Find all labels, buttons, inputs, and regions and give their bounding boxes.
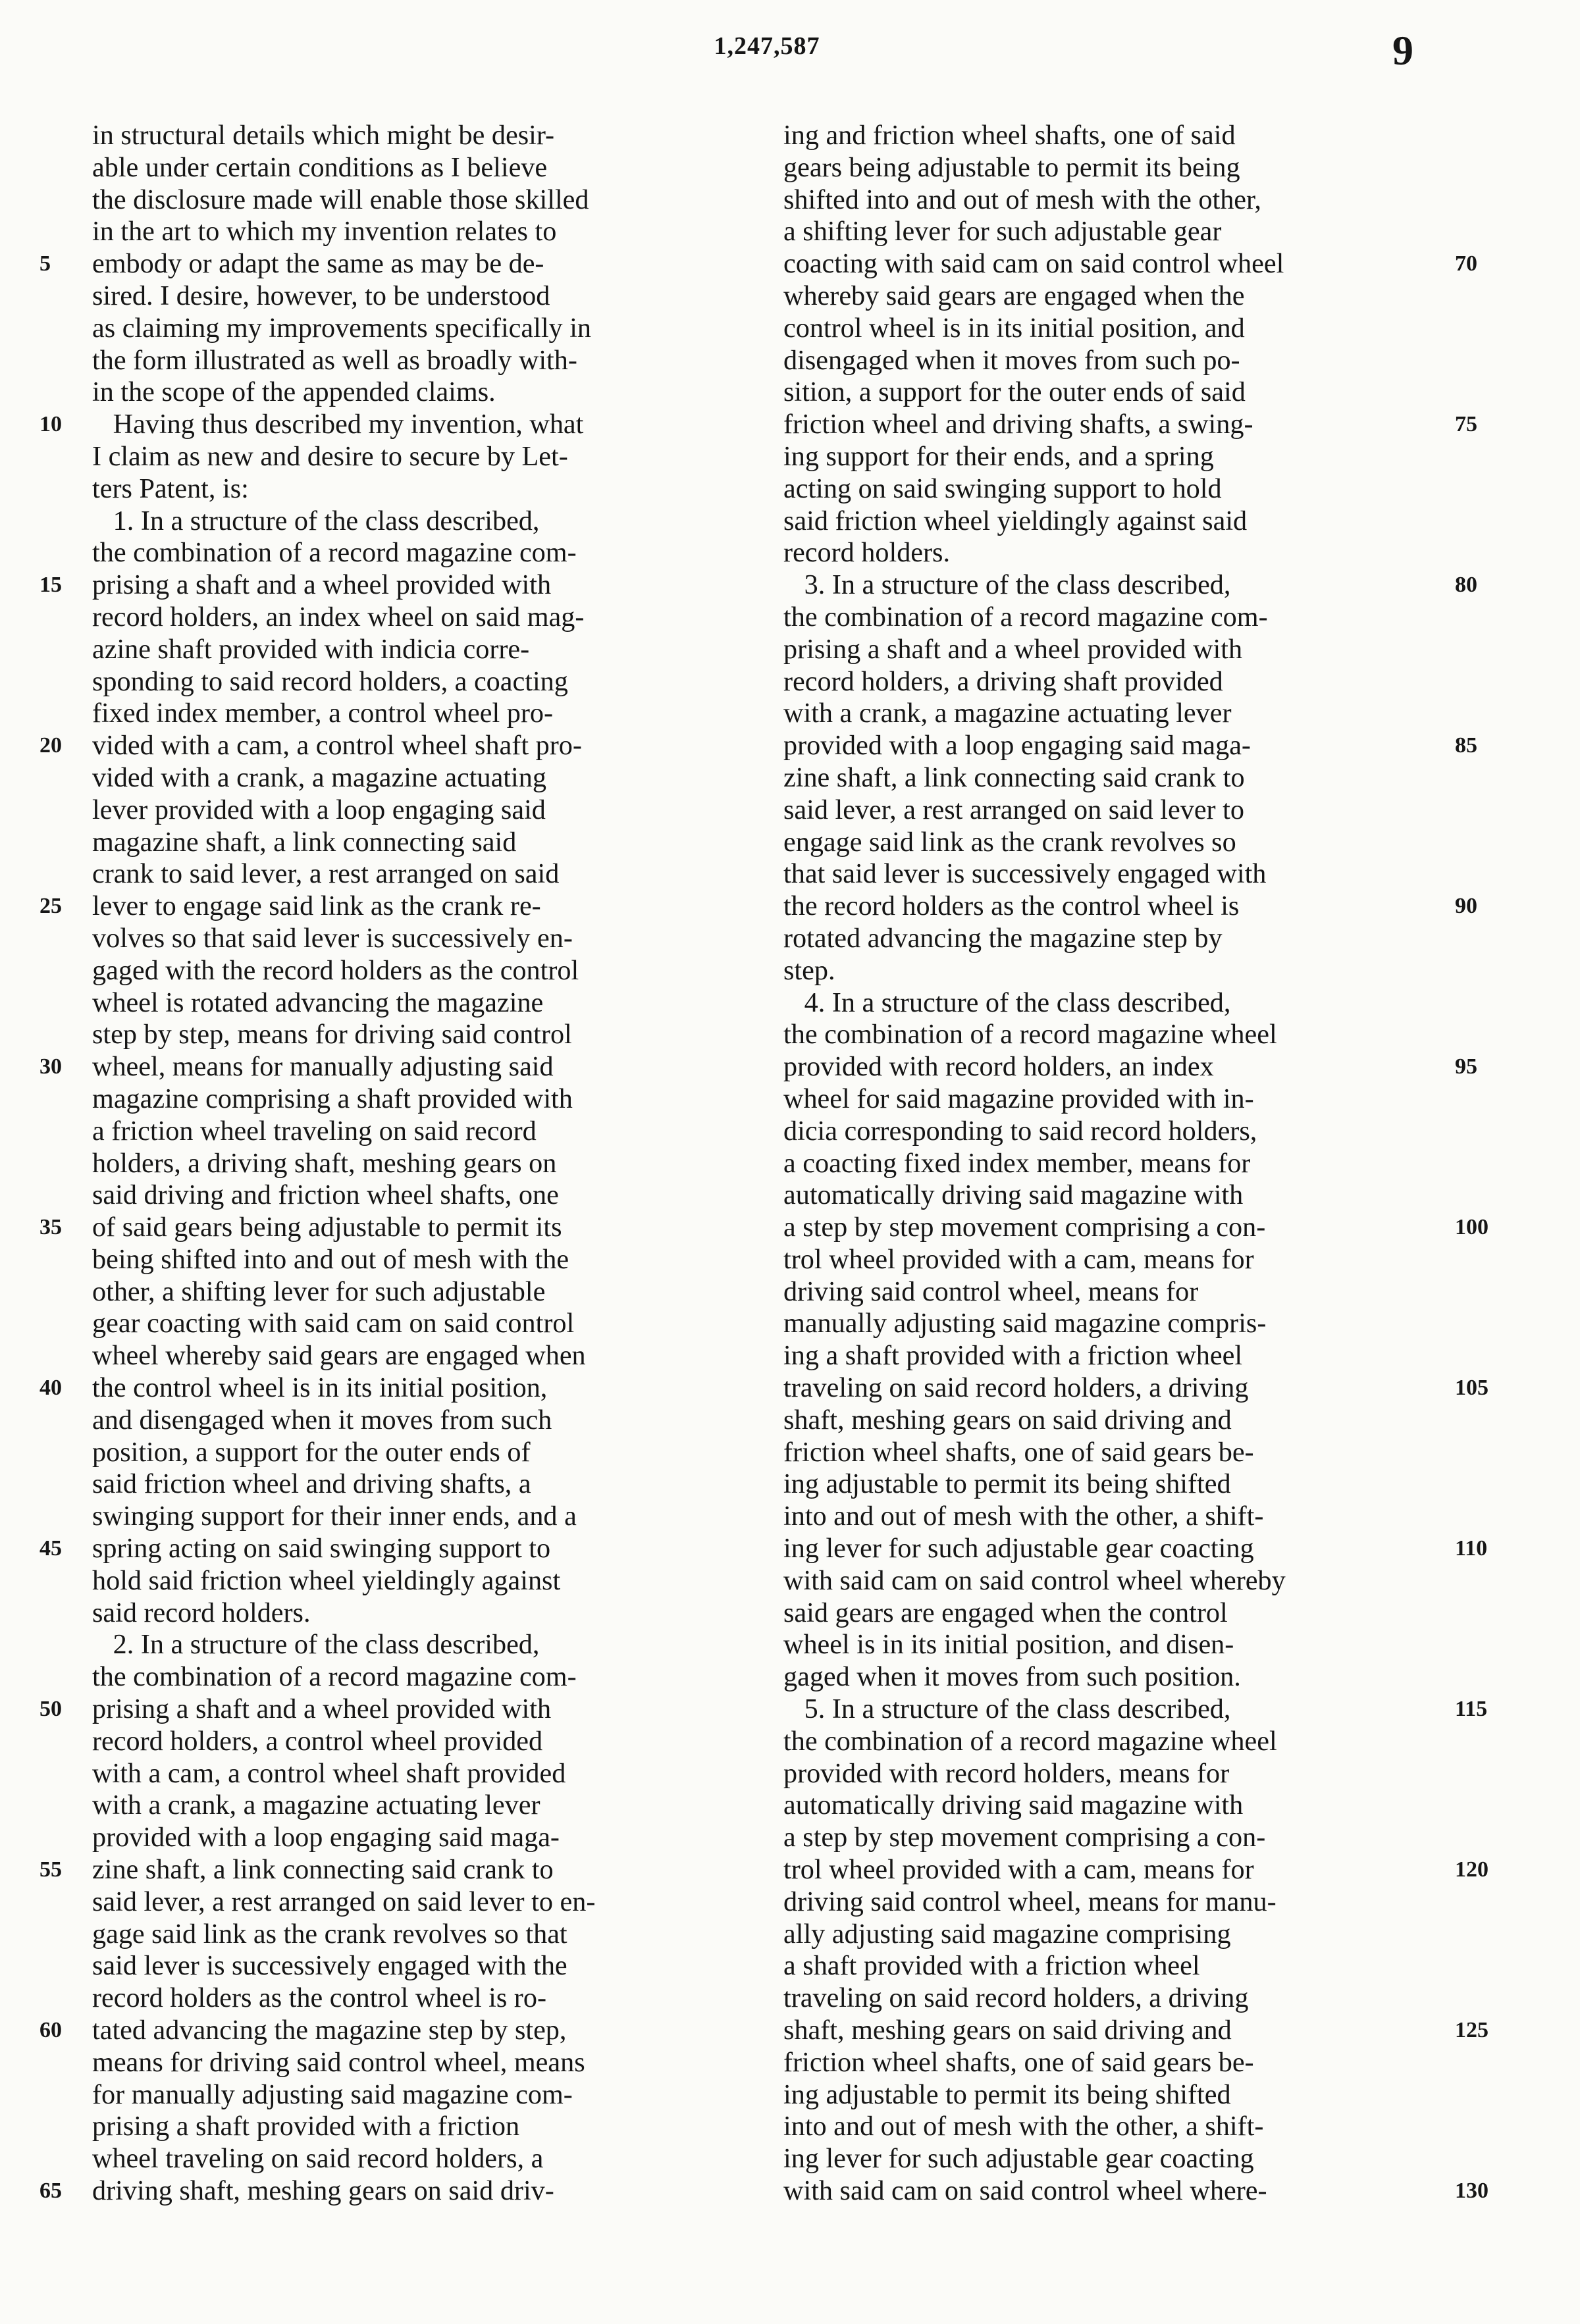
margin-line-number: 95 bbox=[1455, 1054, 1477, 1079]
text-line: whereby said gears are engaged when the bbox=[783, 280, 1245, 311]
text-line: crank to said lever, a rest arranged on said bbox=[92, 858, 560, 890]
text-line: vided with a cam, a control wheel shaft pro- bbox=[92, 730, 582, 762]
text-line: record holders. bbox=[783, 537, 951, 569]
text-line: record holders, a driving shaft provided bbox=[783, 665, 1223, 697]
margin-line-number: 10 bbox=[40, 412, 62, 437]
text-line: prising a shaft provided with a friction bbox=[92, 2111, 520, 2142]
text-line: sponding to said record holders, a coacting bbox=[92, 665, 568, 697]
margin-line-number: 40 bbox=[40, 1376, 62, 1401]
text-line: 5. In a structure of the class described, bbox=[783, 1693, 1231, 1725]
margin-line-number: 125 bbox=[1455, 2018, 1488, 2043]
text-line: means for driving said control wheel, means bbox=[92, 2046, 585, 2078]
text-line: Having thus described my invention, what bbox=[92, 409, 584, 440]
margin-line-number: 65 bbox=[40, 2179, 62, 2204]
text-line: ing lever for such adjustable gear coacting bbox=[783, 2143, 1254, 2175]
text-line: embody or adapt the same as may be de- bbox=[92, 248, 544, 280]
text-line: provided with a loop engaging said maga- bbox=[783, 730, 1251, 762]
text-line: lever provided with a loop engaging said bbox=[92, 794, 546, 825]
margin-line-number: 90 bbox=[1455, 894, 1477, 919]
text-line: said driving and friction wheel shafts, one bbox=[92, 1179, 559, 1211]
page-number: 9 bbox=[1392, 27, 1413, 74]
text-line: control wheel is in its initial position, and bbox=[783, 312, 1245, 344]
text-line: being shifted into and out of mesh with the bbox=[92, 1243, 569, 1275]
text-line: that said lever is successively engaged with bbox=[783, 858, 1267, 890]
text-line: said lever, a rest arranged on said lever to bbox=[783, 794, 1244, 825]
text-line: tated advancing the magazine step by step, bbox=[92, 2015, 567, 2046]
text-line: spring acting on said swinging support to bbox=[92, 1533, 551, 1564]
margin-line-number: 55 bbox=[40, 1857, 62, 1882]
text-line: a shifting lever for such adjustable gear bbox=[783, 216, 1222, 247]
text-line: driving shaft, meshing gears on said driv- bbox=[92, 2175, 554, 2206]
text-line: position, a support for the outer ends of bbox=[92, 1436, 531, 1468]
text-line: other, a shifting lever for such adjustable bbox=[92, 1276, 546, 1307]
text-line: ing adjustable to permit its being shifted bbox=[783, 2079, 1231, 2110]
text-line: gear coacting with said cam on said control bbox=[92, 1308, 575, 1339]
text-line: ing and friction wheel shafts, one of said bbox=[783, 120, 1236, 151]
margin-line-number: 30 bbox=[40, 1054, 62, 1079]
text-line: shaft, meshing gears on said driving and bbox=[783, 1404, 1232, 1435]
text-line: and disengaged when it moves from such bbox=[92, 1404, 552, 1435]
text-line: trol wheel provided with a cam, means for bbox=[783, 1243, 1254, 1275]
text-line: automatically driving said magazine with bbox=[783, 1790, 1244, 1821]
text-line: for manually adjusting said magazine com- bbox=[92, 2079, 573, 2110]
text-line: azine shaft provided with indicia corre- bbox=[92, 633, 530, 665]
margin-line-number: 15 bbox=[40, 573, 62, 598]
text-line: said lever, a rest arranged on said lever to en- bbox=[92, 1886, 596, 1917]
text-line: ters Patent, is: bbox=[92, 473, 249, 504]
text-line: ally adjusting said magazine comprising bbox=[783, 1918, 1231, 1950]
text-line: volves so that said lever is successively en- bbox=[92, 922, 573, 954]
text-line: in the art to which my invention relates to bbox=[92, 216, 557, 247]
text-line: ing adjustable to permit its being shifted bbox=[783, 1468, 1231, 1500]
text-line: swinging support for their inner ends, and a bbox=[92, 1501, 577, 1532]
text-line: record holders as the control wheel is ro- bbox=[92, 1982, 546, 2014]
text-line: a shaft provided with a friction wheel bbox=[783, 1950, 1200, 1982]
margin-line-number: 105 bbox=[1455, 1376, 1488, 1401]
text-line: rotated advancing the magazine step by bbox=[783, 922, 1223, 954]
text-line: gaged with the record holders as the control bbox=[92, 954, 579, 986]
text-line: record holders, a control wheel provided bbox=[92, 1725, 543, 1757]
text-line: in structural details which might be desir- bbox=[92, 120, 555, 151]
text-line: sition, a support for the outer ends of said bbox=[783, 376, 1246, 408]
text-line: manually adjusting said magazine compris- bbox=[783, 1308, 1267, 1339]
text-line: 4. In a structure of the class described, bbox=[783, 987, 1231, 1018]
margin-line-number: 45 bbox=[40, 1536, 62, 1561]
text-line: the form illustrated as well as broadly with- bbox=[92, 344, 577, 376]
text-line: disengaged when it moves from such po- bbox=[783, 344, 1240, 376]
text-line: trol wheel provided with a cam, means for bbox=[783, 1854, 1254, 1886]
text-line: driving said control wheel, means for manu- bbox=[783, 1886, 1277, 1917]
text-line: sired. I desire, however, to be understood bbox=[92, 280, 550, 311]
text-line: magazine shaft, a link connecting said bbox=[92, 826, 517, 858]
text-line: friction wheel shafts, one of said gears be- bbox=[783, 2046, 1254, 2078]
text-line: a coacting fixed index member, means for bbox=[783, 1147, 1251, 1179]
text-line: engage said link as the crank revolves so bbox=[783, 826, 1236, 858]
text-line: hold said friction wheel yieldingly against bbox=[92, 1564, 561, 1596]
text-line: wheel for said magazine provided with in- bbox=[783, 1083, 1254, 1114]
text-line: step by step, means for driving said control bbox=[92, 1019, 572, 1050]
text-line: of said gears being adjustable to permit its bbox=[92, 1212, 562, 1243]
text-line: in the scope of the appended claims. bbox=[92, 376, 496, 408]
text-line: the disclosure made will enable those skilled bbox=[92, 184, 589, 215]
text-line: provided with record holders, means for bbox=[783, 1757, 1230, 1789]
margin-line-number: 80 bbox=[1455, 573, 1477, 598]
text-line: wheel traveling on said record holders, a bbox=[92, 2143, 544, 2175]
margin-line-number: 120 bbox=[1455, 1857, 1488, 1882]
text-line: the combination of a record magazine com- bbox=[783, 601, 1268, 633]
text-line: lever to engage said link as the crank re- bbox=[92, 891, 541, 922]
margin-line-number: 35 bbox=[40, 1215, 62, 1240]
text-line: coacting with said cam on said control wheel bbox=[783, 248, 1284, 280]
margin-line-number: 110 bbox=[1455, 1536, 1488, 1561]
text-line: shifted into and out of mesh with the other, bbox=[783, 184, 1261, 215]
text-line: able under certain conditions as I believe bbox=[92, 151, 548, 183]
text-line: with a crank, a magazine actuating lever bbox=[783, 698, 1232, 729]
margin-line-number: 60 bbox=[40, 2018, 62, 2043]
text-line: ing support for their ends, and a spring bbox=[783, 440, 1214, 472]
text-line: 2. In a structure of the class described, bbox=[92, 1629, 540, 1661]
text-line: traveling on said record holders, a driving bbox=[783, 1372, 1249, 1404]
text-line: said record holders. bbox=[92, 1597, 311, 1628]
margin-line-number: 25 bbox=[40, 894, 62, 919]
text-line: the combination of a record magazine wheel bbox=[783, 1019, 1277, 1050]
text-line: wheel whereby said gears are engaged when bbox=[92, 1340, 586, 1372]
text-line: I claim as new and desire to secure by Let- bbox=[92, 440, 568, 472]
left-text-column bbox=[92, 120, 757, 2208]
text-line: zine shaft, a link connecting said crank to bbox=[92, 1854, 554, 1886]
text-line: said friction wheel and driving shafts, a bbox=[92, 1468, 531, 1500]
text-line: friction wheel shafts, one of said gears be- bbox=[783, 1436, 1254, 1468]
margin-line-number: 20 bbox=[40, 733, 62, 758]
text-line: with said cam on said control wheel where- bbox=[783, 2175, 1267, 2206]
text-line: automatically driving said magazine with bbox=[783, 1179, 1244, 1211]
text-line: holders, a driving shaft, meshing gears on bbox=[92, 1147, 557, 1179]
text-line: a step by step movement comprising a con- bbox=[783, 1212, 1266, 1243]
text-line: prising a shaft and a wheel provided with bbox=[783, 633, 1243, 665]
text-line: with said cam on said control wheel whereby bbox=[783, 1564, 1286, 1596]
text-line: 1. In a structure of the class described, bbox=[92, 505, 540, 536]
text-line: wheel is in its initial position, and disen- bbox=[783, 1629, 1234, 1661]
text-line: the control wheel is in its initial position, bbox=[92, 1372, 548, 1404]
text-line: record holders, an index wheel on said mag- bbox=[92, 601, 585, 633]
text-line: step. bbox=[783, 954, 835, 986]
text-line: provided with record holders, an index bbox=[783, 1051, 1214, 1083]
text-line: the combination of a record magazine wheel bbox=[783, 1725, 1277, 1757]
text-line: said friction wheel yieldingly against said bbox=[783, 505, 1248, 536]
text-line: into and out of mesh with the other, a shift- bbox=[783, 1501, 1264, 1532]
text-line: ing lever for such adjustable gear coacting bbox=[783, 1533, 1254, 1564]
text-line: magazine comprising a shaft provided with bbox=[92, 1083, 573, 1114]
text-line: said gears are engaged when the control bbox=[783, 1597, 1228, 1628]
text-line: shaft, meshing gears on said driving and bbox=[783, 2015, 1232, 2046]
text-line: said lever is successively engaged with the bbox=[92, 1950, 567, 1982]
text-line: wheel, means for manually adjusting said bbox=[92, 1051, 554, 1083]
text-line: with a crank, a magazine actuating lever bbox=[92, 1790, 540, 1821]
text-line: vided with a crank, a magazine actuating bbox=[92, 762, 546, 793]
text-line: ing a shaft provided with a friction wheel bbox=[783, 1340, 1243, 1372]
text-line: friction wheel and driving shafts, a swing- bbox=[783, 409, 1253, 440]
text-line: zine shaft, a link connecting said crank to bbox=[783, 762, 1245, 793]
text-line: driving said control wheel, means for bbox=[783, 1276, 1199, 1307]
text-line: prising a shaft and a wheel provided with bbox=[92, 1693, 552, 1725]
text-line: provided with a loop engaging said maga- bbox=[92, 1822, 560, 1853]
text-line: prising a shaft and a wheel provided with bbox=[92, 569, 552, 601]
margin-line-number: 5 bbox=[40, 251, 51, 276]
text-line: wheel is rotated advancing the magazine bbox=[92, 987, 544, 1018]
text-line: dicia corresponding to said record holders, bbox=[783, 1115, 1257, 1147]
text-line: 3. In a structure of the class described, bbox=[783, 569, 1231, 601]
margin-line-number: 100 bbox=[1455, 1215, 1488, 1240]
text-line: gage said link as the crank revolves so that bbox=[92, 1918, 567, 1950]
text-line: a friction wheel traveling on said record bbox=[92, 1115, 537, 1147]
margin-line-number: 50 bbox=[40, 1697, 62, 1722]
text-line: into and out of mesh with the other, a shift- bbox=[783, 2111, 1264, 2142]
patent-number: 1,247,587 bbox=[714, 32, 820, 60]
text-line: with a cam, a control wheel shaft provided bbox=[92, 1757, 566, 1789]
text-line: acting on said swinging support to hold bbox=[783, 473, 1222, 504]
margin-line-number: 115 bbox=[1455, 1697, 1488, 1722]
margin-line-number: 85 bbox=[1455, 733, 1477, 758]
text-line: a step by step movement comprising a con- bbox=[783, 1822, 1266, 1853]
margin-line-number: 70 bbox=[1455, 251, 1477, 276]
margin-line-number: 130 bbox=[1455, 2179, 1488, 2204]
text-line: gears being adjustable to permit its being bbox=[783, 151, 1240, 183]
margin-line-number: 75 bbox=[1455, 412, 1477, 437]
text-line: the record holders as the control wheel is bbox=[783, 891, 1240, 922]
text-line: the combination of a record magazine com- bbox=[92, 1661, 577, 1693]
text-line: as claiming my improvements specifically in bbox=[92, 312, 592, 344]
text-line: traveling on said record holders, a driving bbox=[783, 1982, 1249, 2014]
right-text-column bbox=[783, 120, 1442, 2208]
text-line: fixed index member, a control wheel pro- bbox=[92, 698, 554, 729]
text-line: gaged when it moves from such position. bbox=[783, 1661, 1241, 1693]
text-line: the combination of a record magazine com- bbox=[92, 537, 577, 569]
